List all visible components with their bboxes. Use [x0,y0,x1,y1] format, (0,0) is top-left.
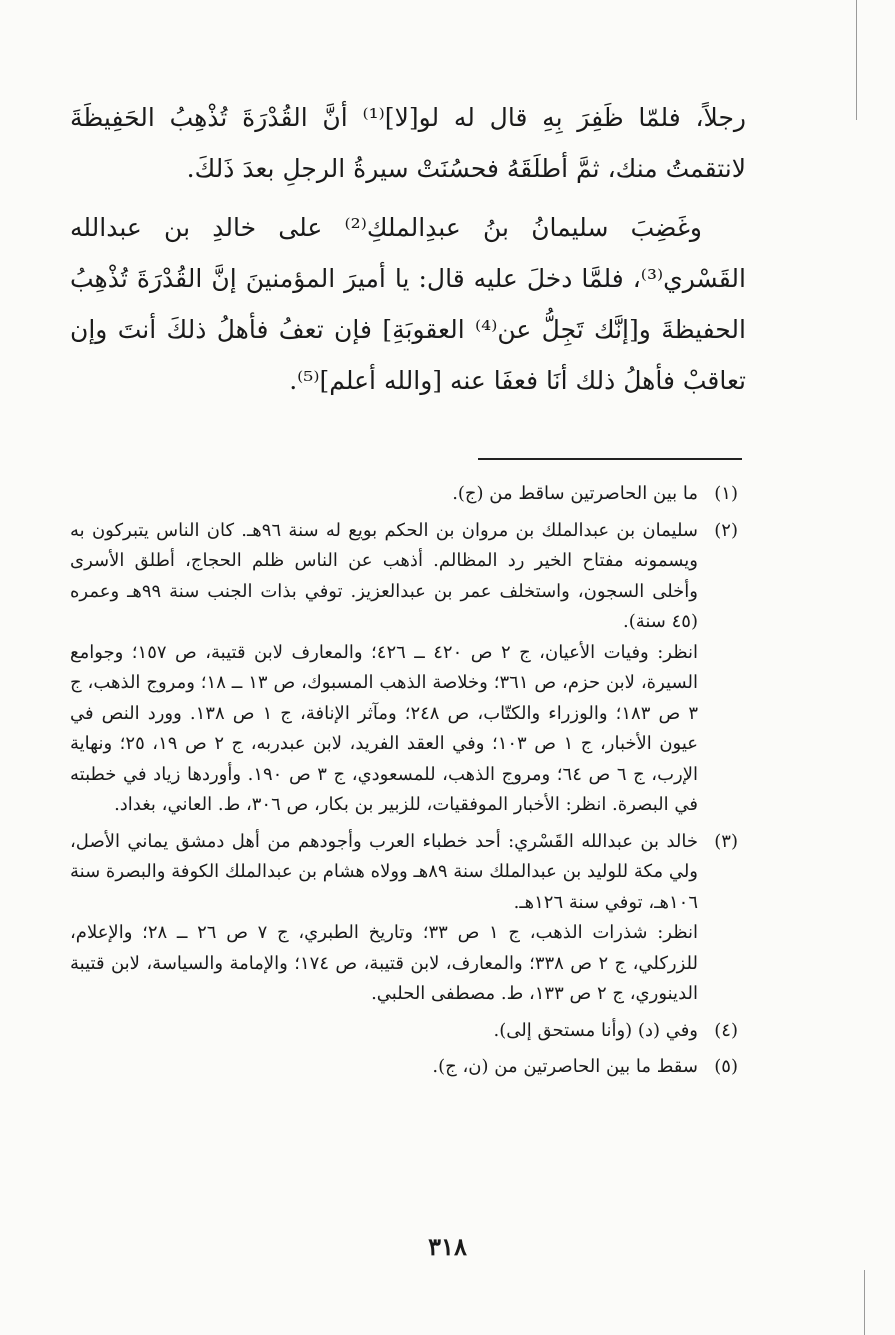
footnote-5 [70,1052,738,1083]
footnote-body [70,827,698,1010]
footnote-body [70,1052,698,1083]
main-paragraph-2: وغَضِبَ سليمانُ بنُ عبدِالملكِ⁽²⁾ على خالدِ بن عبدالله القَسْري⁽³⁾، فلمَّا دخلَ عليه قال: يا أميرَ المؤمنينَ إنَّ القُدْرَةَ تُذْهِبُ الحفيظةَ و[إنَّك تَجِلُّ عن⁽⁴⁾ العقوبَةِ] فإن تعفُ فأهلُ ذلكَ أنتَ وإن تعاقبْ فأهلُ ذلك أنَا فعفَا عنه [والله أعلم]⁽⁵⁾. [70,213,746,395]
footnote-body [70,516,698,821]
footnote-text: سقط ما بين الحاصرتين من (ن، ج). [432,1056,698,1077]
scan-margin-line [856,0,857,120]
footnotes [70,479,738,1089]
main-paragraph-1: رجلاً، فلمّا ظَفِرَ بِهِ قال له لو[لا]⁽¹⁾ أنَّ القُدْرَةَ تُذْهِبُ الحَفِيظَةَ لانتقمتُ منك، ثمَّ أطلَقَهُ فحسُنَتْ سيرةُ الرجلِ بعدَ ذَلكَ. [70,103,746,183]
footnote-2 [70,516,738,821]
footnote-body [70,1016,698,1047]
footnote-references: انظر: وفيات الأعيان، ج ٢ ص ٤٢٠ ــ ٤٢٦؛ والمعارف لابن قتيبة، ص ١٥٧؛ وجوامع السيرة، لابن حزم، ص ٣٦١؛ وخلاصة الذهب المسبوك، ص ١٣ ــ ١٨؛ ومروج الذهب، ج ٣ ص ١٨٣؛ والوزراء والكتّاب، ص ٢٤٨؛ ومآثر الإنافة، ج ١ ص ١٣٨. وورد النص في عيون الأخبار، ج ١ ص ١٠٣؛ وفي العقد الفريد، لابن عبدربه، ج ٢ ص ١٩، ٢٥؛ ونهاية الإرب، ج ٦ ص ٦٤؛ ومروج الذهب، للمسعودي، ج ٣ ص ١٩٠. وأوردها زياد في خطبته في البصرة. انظر: الأخبار الموفقيات، للزبير بن بكار، ص ٣٠٦، ط. العاني، بغداد. [70,641,699,815]
footnote-number: (٢) [714,519,738,541]
footnote-text: ما بين الحاصرتين ساقط من (ج). [452,483,698,504]
main-text [70,92,746,406]
footnote-text: وفي (د) (وأنا مستحق إلى). [493,1019,698,1041]
footnote-number: (٤) [714,1019,738,1041]
footnote-text: سليمان بن عبدالملك بن مروان بن الحكم بويع له سنة ٩٦هـ. كان الناس يتبركون به ويسمونه مفتاح الخير رد المظالم. أذهب عن الناس ظلم الحجاج، أطلق الأسرى وأخلى السجون، واستخلف عمر بن عبدالعزيز. توفي بذات الجنب سنة ٩٩هـ وعمره (٤٥ سنة). [70,519,698,632]
footnote-number: (١) [714,483,738,504]
footnote-number: (٥) [714,1056,738,1077]
footnote-references: انظر: شذرات الذهب، ج ١ ص ٣٣؛ وتاريخ الطبري، ج ٧ ص ٢٦ ــ ٢٨؛ والإعلام، للزركلي، ج ٢ ص ٣٣٨؛ والمعارف، لابن قتيبة، ص ١٧٤؛ والإمامة والسياسة، لابن قتيبة الدينوري، ج ٢ ص ١٣٣، ط. مصطفى الحلبي. [70,922,699,1004]
scan-margin-line-bottom [864,1270,865,1335]
page-number: ٣١٨ [428,1232,467,1261]
footnote-body [70,479,698,510]
footnote-number: (٣) [714,830,738,852]
footnote-3 [70,827,738,1010]
footnote-text: خالد بن عبدالله القَسْري: أحد خطباء العرب وأجودهم من أهل دمشق يماني الأصل، ولي مكة للوليد بن عبدالملك سنة ٨٩هـ وولاه هشام بن عبدالملك الكوفة والبصرة سنة ١٠٦هـ، توفي سنة ١٢٦هـ. [70,830,699,913]
footnote-separator [478,458,742,460]
footnote-1 [70,479,738,510]
footnote-4 [70,1016,738,1047]
